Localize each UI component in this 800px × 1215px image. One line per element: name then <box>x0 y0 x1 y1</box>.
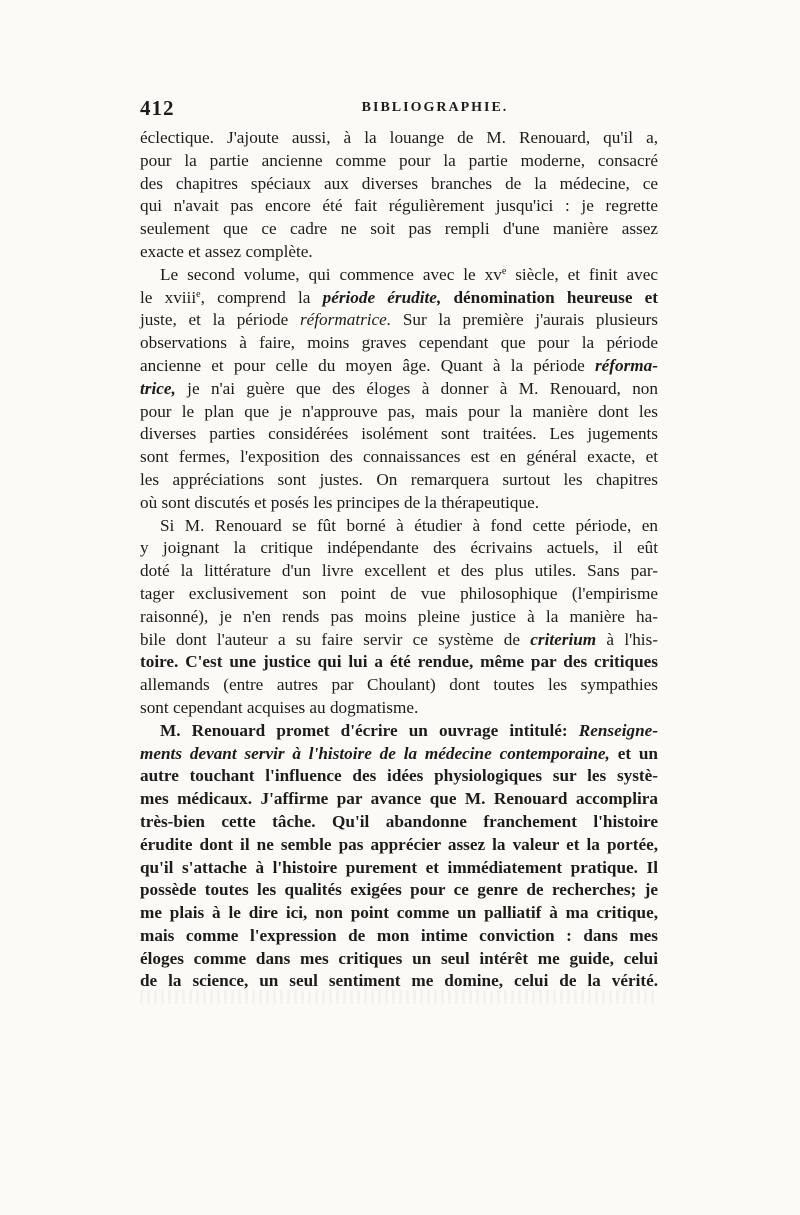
running-title: BIBLIOGRAPHIE. <box>361 100 509 115</box>
text-line: sont fermes, l'exposition des connaissances est en général exacte, et <box>140 447 658 467</box>
body-text <box>140 127 658 993</box>
text-line: de la science, un seul sentiment me domine, celui de la vérité. <box>140 971 658 991</box>
text-line: où sont discutés et posés les principes de la thérapeutique. <box>140 492 540 512</box>
text-line: pour la partie ancienne comme pour la partie moderne, consacré <box>140 150 658 170</box>
text-line: pour le plan que je n'approuve pas, mais pour la manière dont les <box>140 401 658 421</box>
text-line: raisonné), je n'en rends pas moins pleine justice à la manière ha- <box>140 606 658 626</box>
text-line: bile dont l'auteur a su faire servir ce système de criterium à l'his- <box>140 629 658 649</box>
text-line: trice, je n'ai guère que des éloges à donner à M. Renouard, non <box>140 378 658 398</box>
text-line: tager exclusivement son point de vue philosophique (l'empirisme <box>140 583 658 603</box>
text-line: diverses parties considérées isolément sont traitées. Les jugements <box>140 424 658 444</box>
text-line: Le second volume, qui commence avec le $xv^e$ siècle, et finit avec <box>160 264 658 284</box>
text-line: qui n'avait pas encore été fait régulièrement jusqu'ici : je regrette <box>140 196 658 216</box>
text-line: autre touchant l'influence des idées physiologiques sur les systè- <box>140 766 658 786</box>
text-line: possède toutes les qualités exigées pour ce genre de recherches; je <box>140 880 658 900</box>
text-line: le xviii$^e$, comprend la période érudite, dénomination heureuse et <box>140 287 658 307</box>
page-number: 412 <box>140 96 175 120</box>
page-header <box>140 96 670 126</box>
text-line: juste, et la période réformatrice. Sur la première j'aurais plusieurs <box>140 310 658 330</box>
text-line: observations à faire, moins graves cependant que pour la période <box>140 333 658 353</box>
text-line: exacte et assez complète. <box>140 241 313 261</box>
text-line: me plais à le dire ici, non point comme un palliatif à ma critique, <box>140 903 658 923</box>
show-through-text <box>140 990 658 1004</box>
text-line: sont cependant acquises au dogmatisme. <box>140 697 419 717</box>
text-line: érudite dont il ne semble pas apprécier assez la valeur et la portée, <box>140 834 658 854</box>
text-line: qu'il s'attache à l'histoire purement et immédiatement pratique. Il <box>140 857 658 877</box>
text-line: Si M. Renouard se fût borné à étudier à fond cette période, en <box>160 515 658 535</box>
text-line: les appréciations sont justes. On remarquera surtout les chapitres <box>140 469 658 489</box>
text-line: très-bien cette tâche. Qu'il abandonne franchement l'histoire <box>140 811 658 831</box>
text-line: mes médicaux. J'affirme par avance que M. Renouard accomplira <box>140 789 658 809</box>
text-line: éloges comme dans mes critiques un seul intérêt me guide, celui <box>140 948 658 968</box>
text-line: éclectique. J'ajoute aussi, à la louange de M. Renouard, qu'il a, <box>140 128 658 147</box>
text-line: des chapitres spéciaux aux diverses branches de la médecine, ce <box>140 173 658 193</box>
text-line: seulement que ce cadre ne soit pas rempli d'une manière assez <box>140 219 658 239</box>
text-line: mais comme l'expression de mon intime conviction : dans mes <box>140 925 658 945</box>
text-line: ancienne et pour celle du moyen âge. Quant à la période réforma- <box>140 355 658 375</box>
text-line: M. Renouard promet d'écrire un ouvrage intitulé: Renseigne- <box>160 720 658 740</box>
text-line: toire. C'est une justice qui lui a été rendue, même par des critiques <box>140 652 658 672</box>
text-line: doté la littérature d'un livre excellent et des plus utiles. Sans par- <box>140 561 658 581</box>
text-line: y joignant la critique indépendante des écrivains actuels, il eût <box>140 538 658 558</box>
text-line: allemands (entre autres par Choulant) dont toutes les sympathies <box>140 675 658 695</box>
text-line: ments devant servir à l'histoire de la médecine contemporaine, et un <box>140 743 658 763</box>
